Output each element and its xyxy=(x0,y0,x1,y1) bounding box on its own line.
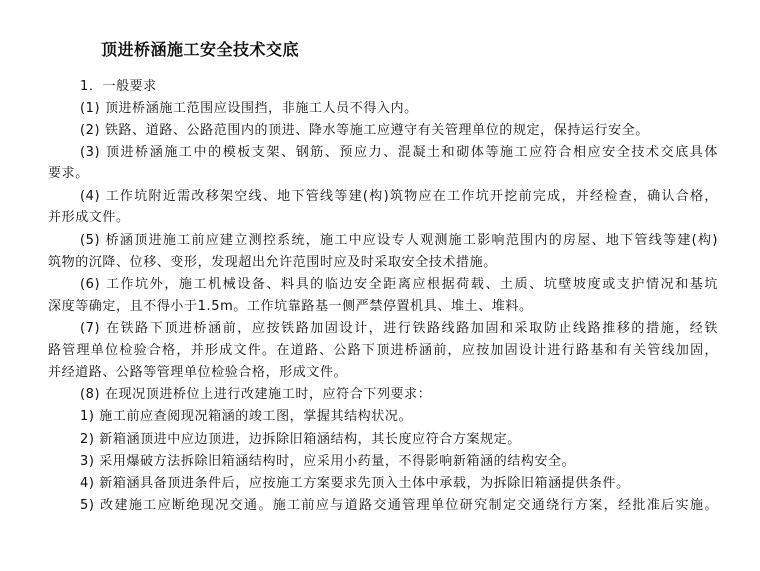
paragraph-line: (2) 铁路、道路、公路范围内的顶进、降水等施工应遵守有关管理单位的规定，保持运行安全。 xyxy=(80,123,649,138)
section-heading: 1．一般要求 xyxy=(80,79,157,94)
list-item: 5) 改建施工应断绝现况交通。施工前应与道路交通管理单位研究制定交通绕行方案，经批准后实施。 xyxy=(80,498,718,513)
paragraph-line: 并经道路、公路等管理单位检验合格，形成文件。 xyxy=(48,365,348,380)
paragraph-line: 并形成文件。 xyxy=(48,210,130,225)
paragraph-line: (8) 在现况顶进桥位上进行改建施工时，应符合下列要求： xyxy=(80,387,432,402)
paragraph-line: (1) 顶进桥涵施工范围应设围挡，非施工人员不得入内。 xyxy=(80,101,418,116)
paragraph-line: 路管理单位检验合格，并形成文件。在道路、公路下顶进桥涵前，应按加固设计进行路基和有关管线加固， xyxy=(48,343,718,358)
paragraph-line: 深度等确定，且不得小于1.5m。工作坑靠路基一侧严禁停置机具、堆土、堆料。 xyxy=(48,299,533,314)
list-item: 1) 施工前应查阅现况箱涵的竣工图，掌握其结构状况。 xyxy=(80,409,413,424)
list-item: 2) 新箱涵顶进中应边顶进，边拆除旧箱涵结构，其长度应符合方案规定。 xyxy=(80,432,521,447)
paragraph-line: (4) 工作坑附近需改移架空线、地下管线等建(构)筑物应在工作坑开挖前完成，并经检查，确认合格， xyxy=(80,189,718,204)
paragraph-line: (5) 桥涵顶进施工前应建立测控系统，施工中应设专人观测施工影响范围内的房屋、地下管线等建(构) xyxy=(80,233,718,248)
paragraph-line: (7) 在铁路下顶进桥涵前，应按铁路加固设计，进行铁路线路加固和采取防止线路推移的措施，经铁 xyxy=(80,321,718,336)
document-title: 顶进桥涵施工安全技术交底 xyxy=(101,40,300,59)
paragraph-line: (3) 顶进桥涵施工中的模板支架、钢筋、预应力、混凝土和砌体等施工应符合相应安全技术交底具体 xyxy=(80,145,718,160)
paragraph-line: (6) 工作坑外，施工机械设备、料具的临边安全距离应根据荷载、土质、坑壁坡度或支护情况和基坑 xyxy=(80,277,718,292)
list-item: 3) 采用爆破方法拆除旧箱涵结构时，应采用小药量，不得影响新箱涵的结构安全。 xyxy=(80,454,576,469)
paragraph-line: 要求。 xyxy=(48,166,89,181)
list-item: 4) 新箱涵具备顶进条件后，应按施工方案要求先顶入土体中承载，为拆除旧箱涵提供条件。 xyxy=(80,476,630,491)
paragraph-line: 筑物的沉降、位移、变形，发现超出允许范围时应及时采取安全技术措施。 xyxy=(48,255,497,270)
